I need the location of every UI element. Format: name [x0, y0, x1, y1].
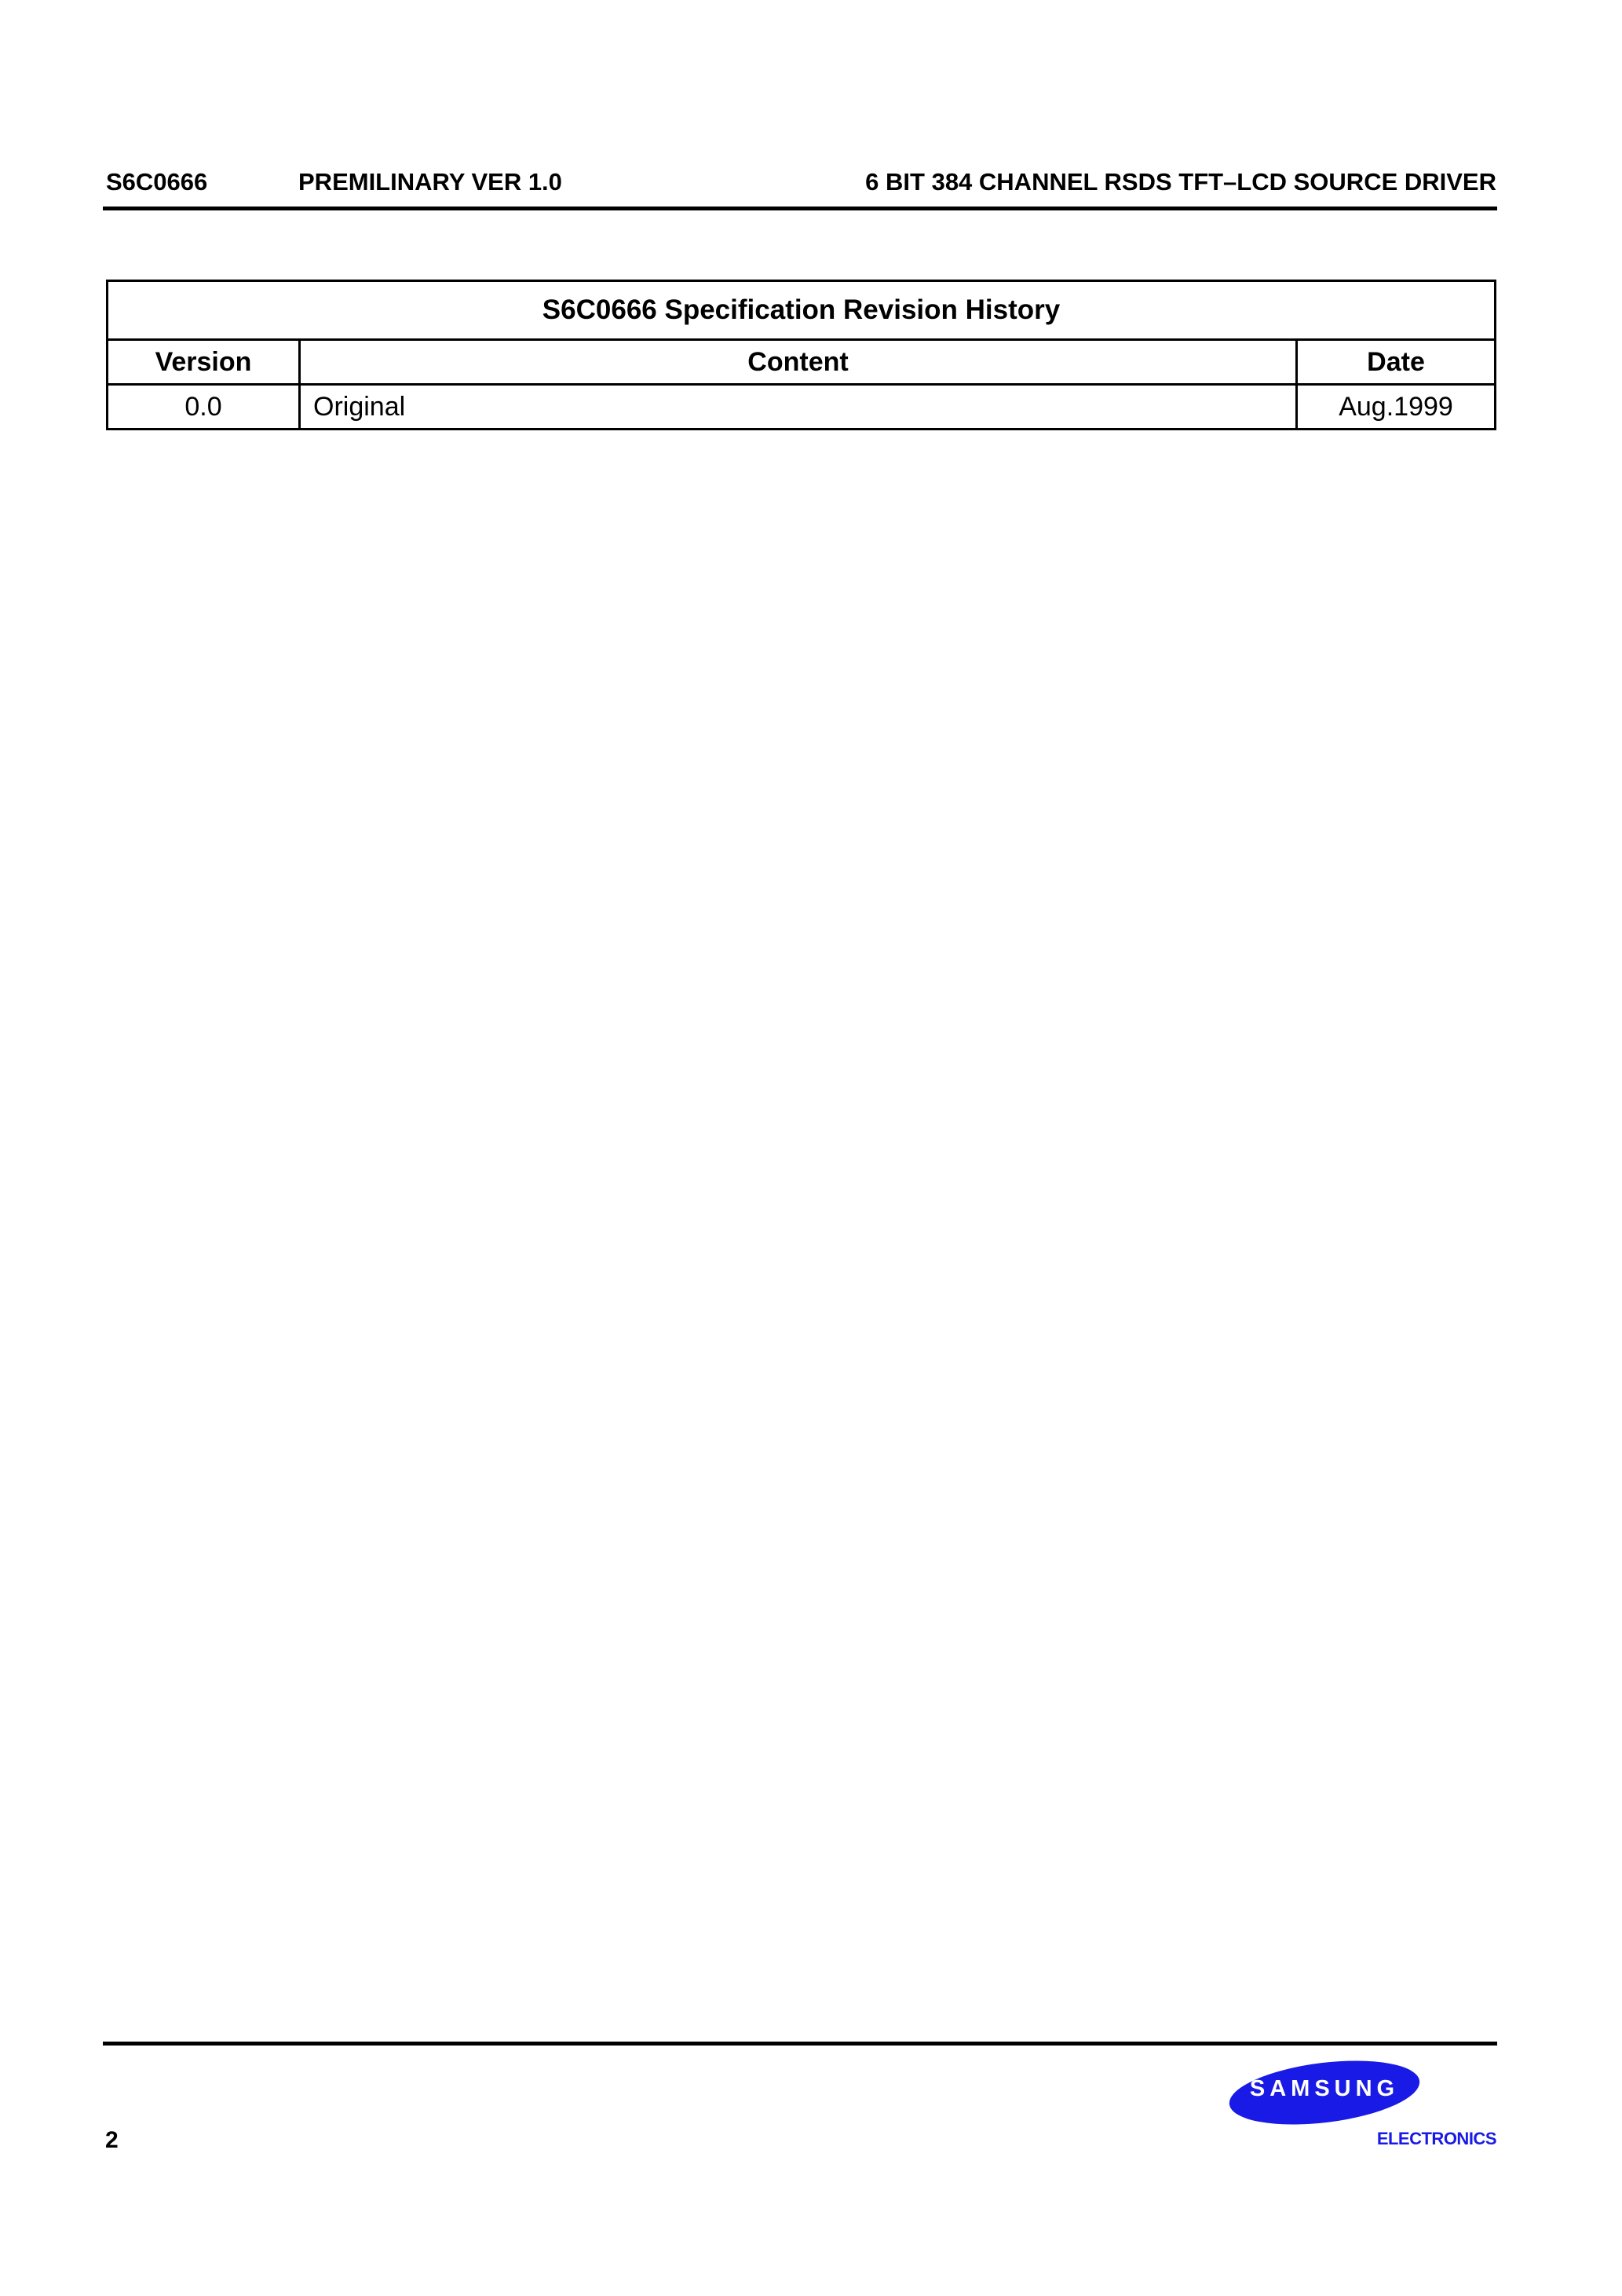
cell-content: Original — [300, 385, 1297, 430]
column-header-date: Date — [1297, 340, 1496, 385]
revision-history-table — [106, 280, 1496, 430]
header-rule — [103, 207, 1497, 210]
table-row — [108, 385, 1496, 430]
table-title-row — [108, 281, 1496, 340]
samsung-logo — [1226, 2057, 1423, 2128]
column-header-version: Version — [108, 340, 300, 385]
table-header-row — [108, 340, 1496, 385]
footer-rule — [103, 2042, 1497, 2046]
header-description: 6 BIT 384 CHANNEL RSDS TFT–LCD SOURCE DRIVER — [865, 168, 1496, 196]
page-number: 2 — [105, 2127, 119, 2153]
column-header-content: Content — [300, 340, 1297, 385]
logo-subtext: ELECTRONICS — [1376, 2129, 1496, 2148]
header-part-number: S6C0666 — [106, 168, 208, 196]
cell-date: Aug.1999 — [1297, 385, 1496, 430]
logo-wordmark: SAMSUNG — [1249, 2076, 1400, 2101]
header-version: PREMILINARY VER 1.0 — [298, 168, 562, 196]
table-title: S6C0666 Specification Revision History — [108, 281, 1496, 340]
cell-version: 0.0 — [108, 385, 300, 430]
